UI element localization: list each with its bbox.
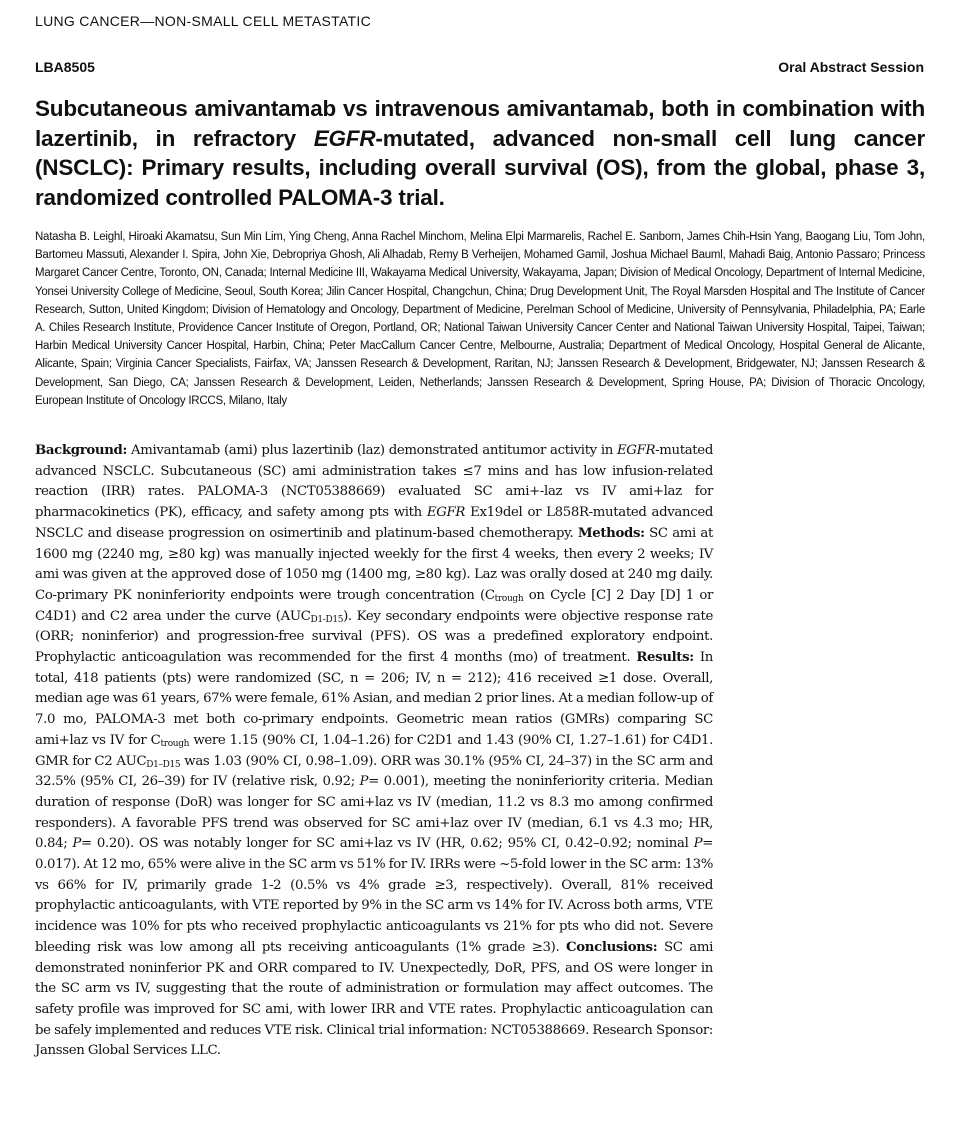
abstract-title [35, 94, 925, 212]
p-value-symbol: P [693, 836, 703, 852]
conclusions-label: Conclusions: [566, 939, 658, 955]
subscript: D1-D15 [310, 614, 344, 625]
subscript: D1–D15 [146, 759, 181, 770]
authors-affiliations: Natasha B. Leighl, Hiroaki Akamatsu, Sun Min Lim, Ying Cheng, Anna Rachel Minchom, Melina Elpi Marmarelis, Rachel E. Sanborn, James Chih-Hsin Yang, Baogang Liu, Tom John, Bartomeu Massuti, Alexander I. Spira, John Xie, Debropriya Ghosh, Ali Alhadab, Remy B Verheijen, Mohamed Gamil, Joshua Michael Bauml, Mahadi Baig, Antonio Passaro; Princess Margaret Cancer Centre, Toronto, ON, Canada; Internal Medicine III, Wakayama Medical University, Wakayama, Japan; Division of Medical Oncology, Department of Internal Medicine, Yonsei University College of Medicine, Seoul, South Korea; Jilin Cancer Hospital, Changchun, China; Drug Development Unit, The Royal Marsden Hospital and The Institute of Cancer Research, Sutton, United Kingdom; Division of Hematology and Oncology, Department of Medicine, Perelman School of Medicine, University of Pennsylvania, Philadelphia, PA; Earle A. Chiles Research Institute, Providence Cancer Institute of Oregon, Portland, OR; National Taiwan University Cancer Center and National Taiwan University Hospital, Taipei, Taiwan; Harbin Medical University Cancer Hospital, Harbin, China; Peter MacCallum Cancer Centre, Melbourne, Australia; Department of Medical Oncology, Hospital General de Alicante, Alicante, Spain; Virginia Cancer Specialists, Fairfax, VA; Janssen Research & Development, Raritan, NJ; Janssen Research & Development, Bridgewater, NJ; Janssen Research & Development, San Diego, CA; Janssen Research & Development, Leiden, Netherlands; Janssen Research & Development, Spring House, PA; Division of Thoracic Oncology, European Institute of Oncology IRCCS, Milano, Italy [35, 231, 925, 407]
subscript: trough [160, 738, 190, 749]
results-text: were 1.15 (90% CI, 1.04–1.26) for C2D1 and 1.43 (90% CI, 1.27–1.61) for C4D1. GMR for C2 AUC [35, 732, 713, 769]
conclusions-text: SC ami demonstrated noninferior PK and ORR compared to IV. Unexpectedly, DoR, PFS, and OS were longer in the SC arm vs IV, suggesting that the route of administration or formulation may affect outcomes. The safety profile was improved for SC ami, with lower IRR and VTE rates. Prophylactic anticoagulation can be safely implemented and reduces VTE risk. Clinical trial information: NCT05388669. Research Sponsor: Janssen Global Services LLC. [35, 939, 713, 1059]
results-text: = 0.017). At 12 mo, 65% were alive in the SC arm vs 51% for IV. IRRs were ~5-fold lower in the SC arm: 13% vs 66% for IV, primarily grade 1-2 (0.5% vs 4% grade ≥3, respectively). Overall, 81% received prophylactic anticoagulants, with VTE reported by 9% in the SC arm vs 14% for IV. Across both arms, VTE incidence was 10% for pts who received prophylactic anticoagulants vs 21% for pts who did not. Severe bleeding risk was low among all pts receiving anticoagulants (1% grade ≥3). [35, 836, 713, 955]
background-text: -mutated advanced NSCLC. Subcutaneous (SC) ami administration takes ≤7 mins and has low infusion-related reaction (IRR) rates. PALOMA-3 (NCT05388669) evaluated SC ami+-laz vs IV ami+laz for pharmacokinetics (PK), efficacy, and safety among pts with [35, 443, 713, 521]
gene-name: EGFR [426, 505, 466, 521]
results-text: = 0.001), meeting the noninferiority criteria. Median duration of response (DoR) was longer for SC ami+laz vs IV (median, 11.2 vs 8.3 mo among confirmed responders). A favorable PFS trend was observed for SC ami+laz over IV (median, 6.1 vs 4.3 mo; HR, 0.84; [35, 774, 713, 852]
title-gene: EGFR [313, 125, 376, 151]
results-text: In total, 418 patients (pts) were randomized (SC, n = 206; IV, n = 212); 416 received ≥1 dose. Overall, median age was 61 years, 67% were female, 61% Asian, and median 2 prior lines. At a median follow-up of 7.0 mo, PALOMA-3 met both co-primary endpoints. Geometric mean ratios (GMRs) comparing SC ami+laz vs IV for C [35, 650, 713, 748]
background-label: Background: [35, 443, 128, 458]
gene-name: EGFR [616, 443, 656, 458]
session-type: Oral Abstract Session [778, 59, 924, 75]
p-value-symbol: P [359, 774, 369, 790]
title-part-2: -mutated, advanced non-small cell lung cancer (NSCLC): Primary results, including overall survival (OS), from the global, phase 3, randomized controlled PALOMA-3 trial. [35, 125, 925, 210]
methods-text: ). Key secondary endpoints were objective response rate (ORR; noninferior) and progression-free survival (PFS). OS was a predefined exploratory endpoint. Prophylactic anticoagulation was recommended for the first 4 months (mo) of treatment. [35, 608, 713, 666]
background-text: Amivantamab (ami) plus lazertinib (laz) demonstrated antitumor activity in [127, 443, 617, 458]
methods-label: Methods: [577, 525, 645, 541]
background-text: Ex19del or L858R-mutated advanced NSCLC and disease progression on osimertinib and platinum-based chemotherapy. [35, 505, 714, 541]
title-part-1: Subcutaneous amivantamab vs intravenous amivantamab, both in combination with lazertinib, in refractory [35, 96, 925, 151]
methods-text: SC ami at 1600 mg (2240 mg, ≥80 kg) was manually injected weekly for the first 4 weeks, then every 2 weeks; IV ami was given at the approved dose of 1050 mg (1400 mg, ≥80 kg). Laz was orally dosed at 240 mg daily. Co-primary PK noninferiority endpoints were trough concentration (C [35, 525, 713, 603]
results-label: Results: [636, 650, 694, 666]
p-value-symbol: P [72, 836, 82, 852]
abstract-id: LBA8505 [35, 59, 95, 75]
results-text: = 0.20). OS was notably longer for SC ami+laz vs IV (HR, 0.62; 95% CI, 0.42–0.92; nominal [81, 836, 694, 852]
abstract-body [35, 441, 713, 1062]
results-text: was 1.03 (90% CI, 0.98–1.09). ORR was 30.1% (95% CI, 24–37) in the SC arm and 32.5% (95% CI, 26–39) for IV (relative risk, 0.92; [35, 753, 713, 790]
methods-text: on Cycle [C] 2 Day [D] 1 or C4D1) and C2 area under the curve (AUC [35, 587, 713, 624]
section-heading: LUNG CANCER—NON-SMALL CELL METASTATIC [35, 13, 371, 29]
subscript: trough [494, 593, 524, 604]
